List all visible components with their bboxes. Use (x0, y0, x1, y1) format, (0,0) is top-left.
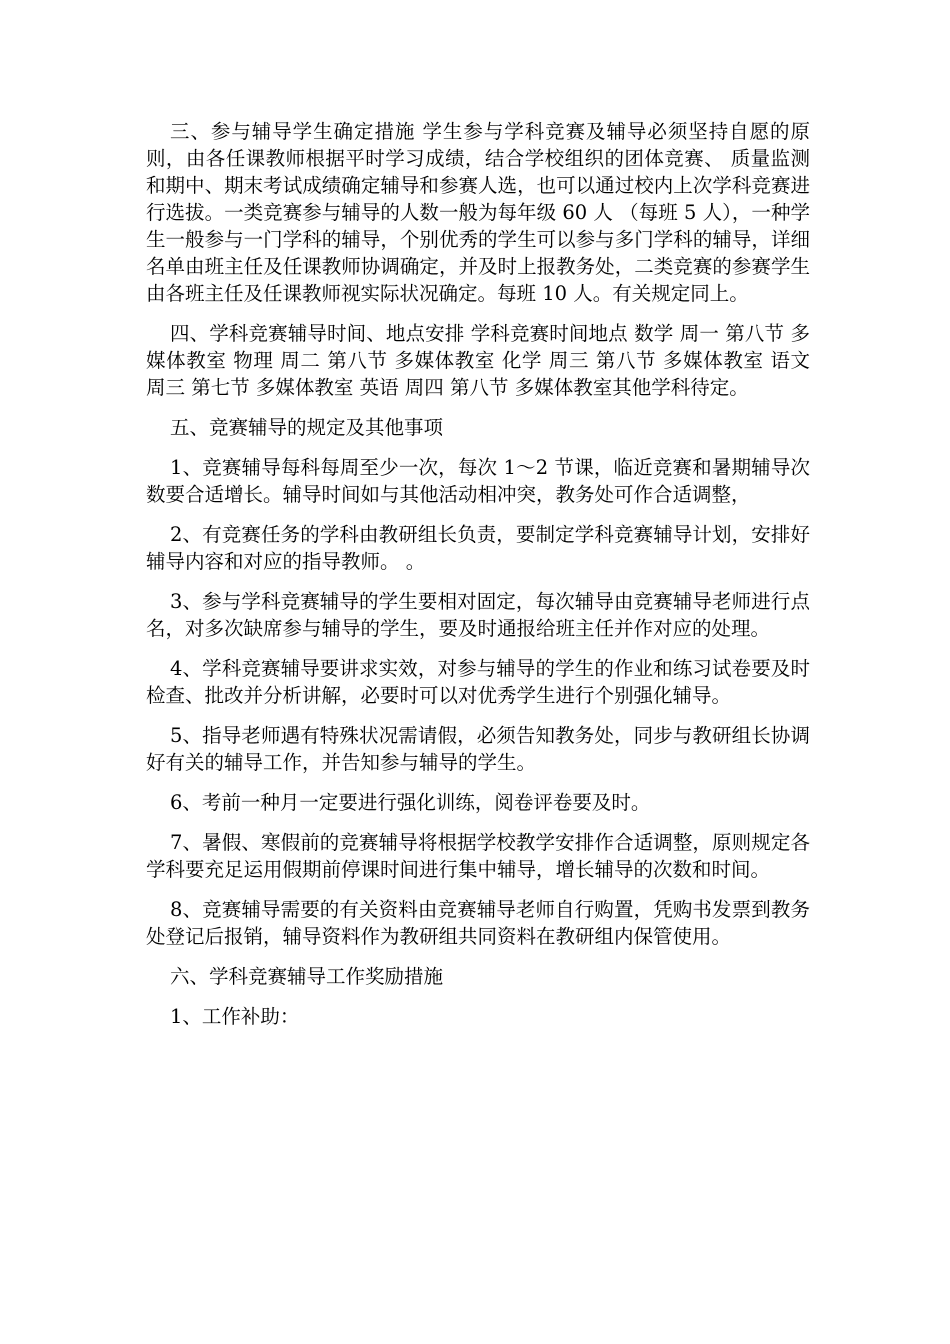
list-item-5-7: 7、暑假、寒假前的竞赛辅导将根据学校教学安排作合适调整，原则规定各学科要充足运用假期前停课时间进行集中辅导，增长辅导的次数和时间。 (146, 831, 810, 881)
list-item-6-1: 1、工作补助： (170, 1005, 300, 1028)
list-item-5-1: 1、竞赛辅导每科每周至少一次，每次 1～2 节课，临近竞赛和暑期辅导次数要合适增长。辅导时间如与其他活动相冲突，教务处可作合适调整， (146, 456, 810, 506)
paragraph-section-3-selection: 三、参与辅导学生确定措施 学生参与学科竞赛及辅导必须坚持自愿的原则，由各任课教师根据平时学习成绩，结合学校组织的团体竞赛、 质量监测和期中、期末考试成绩确定辅导和参赛人选，也可以通过校内上次学科竞赛进行选拔。一类竞赛参与辅导的人数一般为每年级 60 人 （每班 5 人），一种学生一般参与一门学科的辅导，个别优秀的学生可以参与多门学科的辅导，详细名单由班主任及任课教师协调确定，并及时上报教务处，二类竞赛的参赛学生由各班主任及任课教师视实际状况确定。每班 10 人。有关规定同上。 (146, 120, 810, 305)
list-item-5-5: 5、指导老师遇有特殊状况需请假，必须告知教务处，同步与教研组长协调好有关的辅导工作，并告知参与辅导的学生。 (146, 724, 810, 774)
heading-section-6: 六、学科竞赛辅导工作奖励措施 (170, 965, 444, 988)
list-item-5-8: 8、竞赛辅导需要的有关资料由竞赛辅导老师自行购置，凭购书发票到教务处登记后报销，辅导资料作为教研组共同资料在教研组内保管使用。 (146, 898, 810, 948)
list-item-5-2: 2、有竞赛任务的学科由教研组长负责，要制定学科竞赛辅导计划，安排好辅导内容和对应的指导教师。 。 (146, 523, 810, 573)
list-item-5-4: 4、学科竞赛辅导要讲求实效，对参与辅导的学生的作业和练习试卷要及时检查、批改并分析讲解，必要时可以对优秀学生进行个别强化辅导。 (146, 657, 810, 707)
list-item-5-3: 3、参与学科竞赛辅导的学生要相对固定，每次辅导由竞赛辅导老师进行点名，对多次缺席参与辅导的学生，要及时通报给班主任并作对应的处理。 (146, 590, 810, 640)
list-item-5-6: 6、考前一种月一定要进行强化训练，阅卷评卷要及时。 (170, 791, 651, 814)
heading-section-5: 五、竞赛辅导的规定及其他事项 (170, 416, 444, 439)
paragraph-section-4-schedule: 四、学科竞赛辅导时间、地点安排 学科竞赛时间地点 数学 周一 第八节 多媒体教室 物理 周二 第八节 多媒体教室 化学 周三 第八节 多媒体教室 语文 周三 第七节 多媒体教室 英语 周四 第八节 多媒体教室其他学科待定。 (146, 322, 810, 399)
